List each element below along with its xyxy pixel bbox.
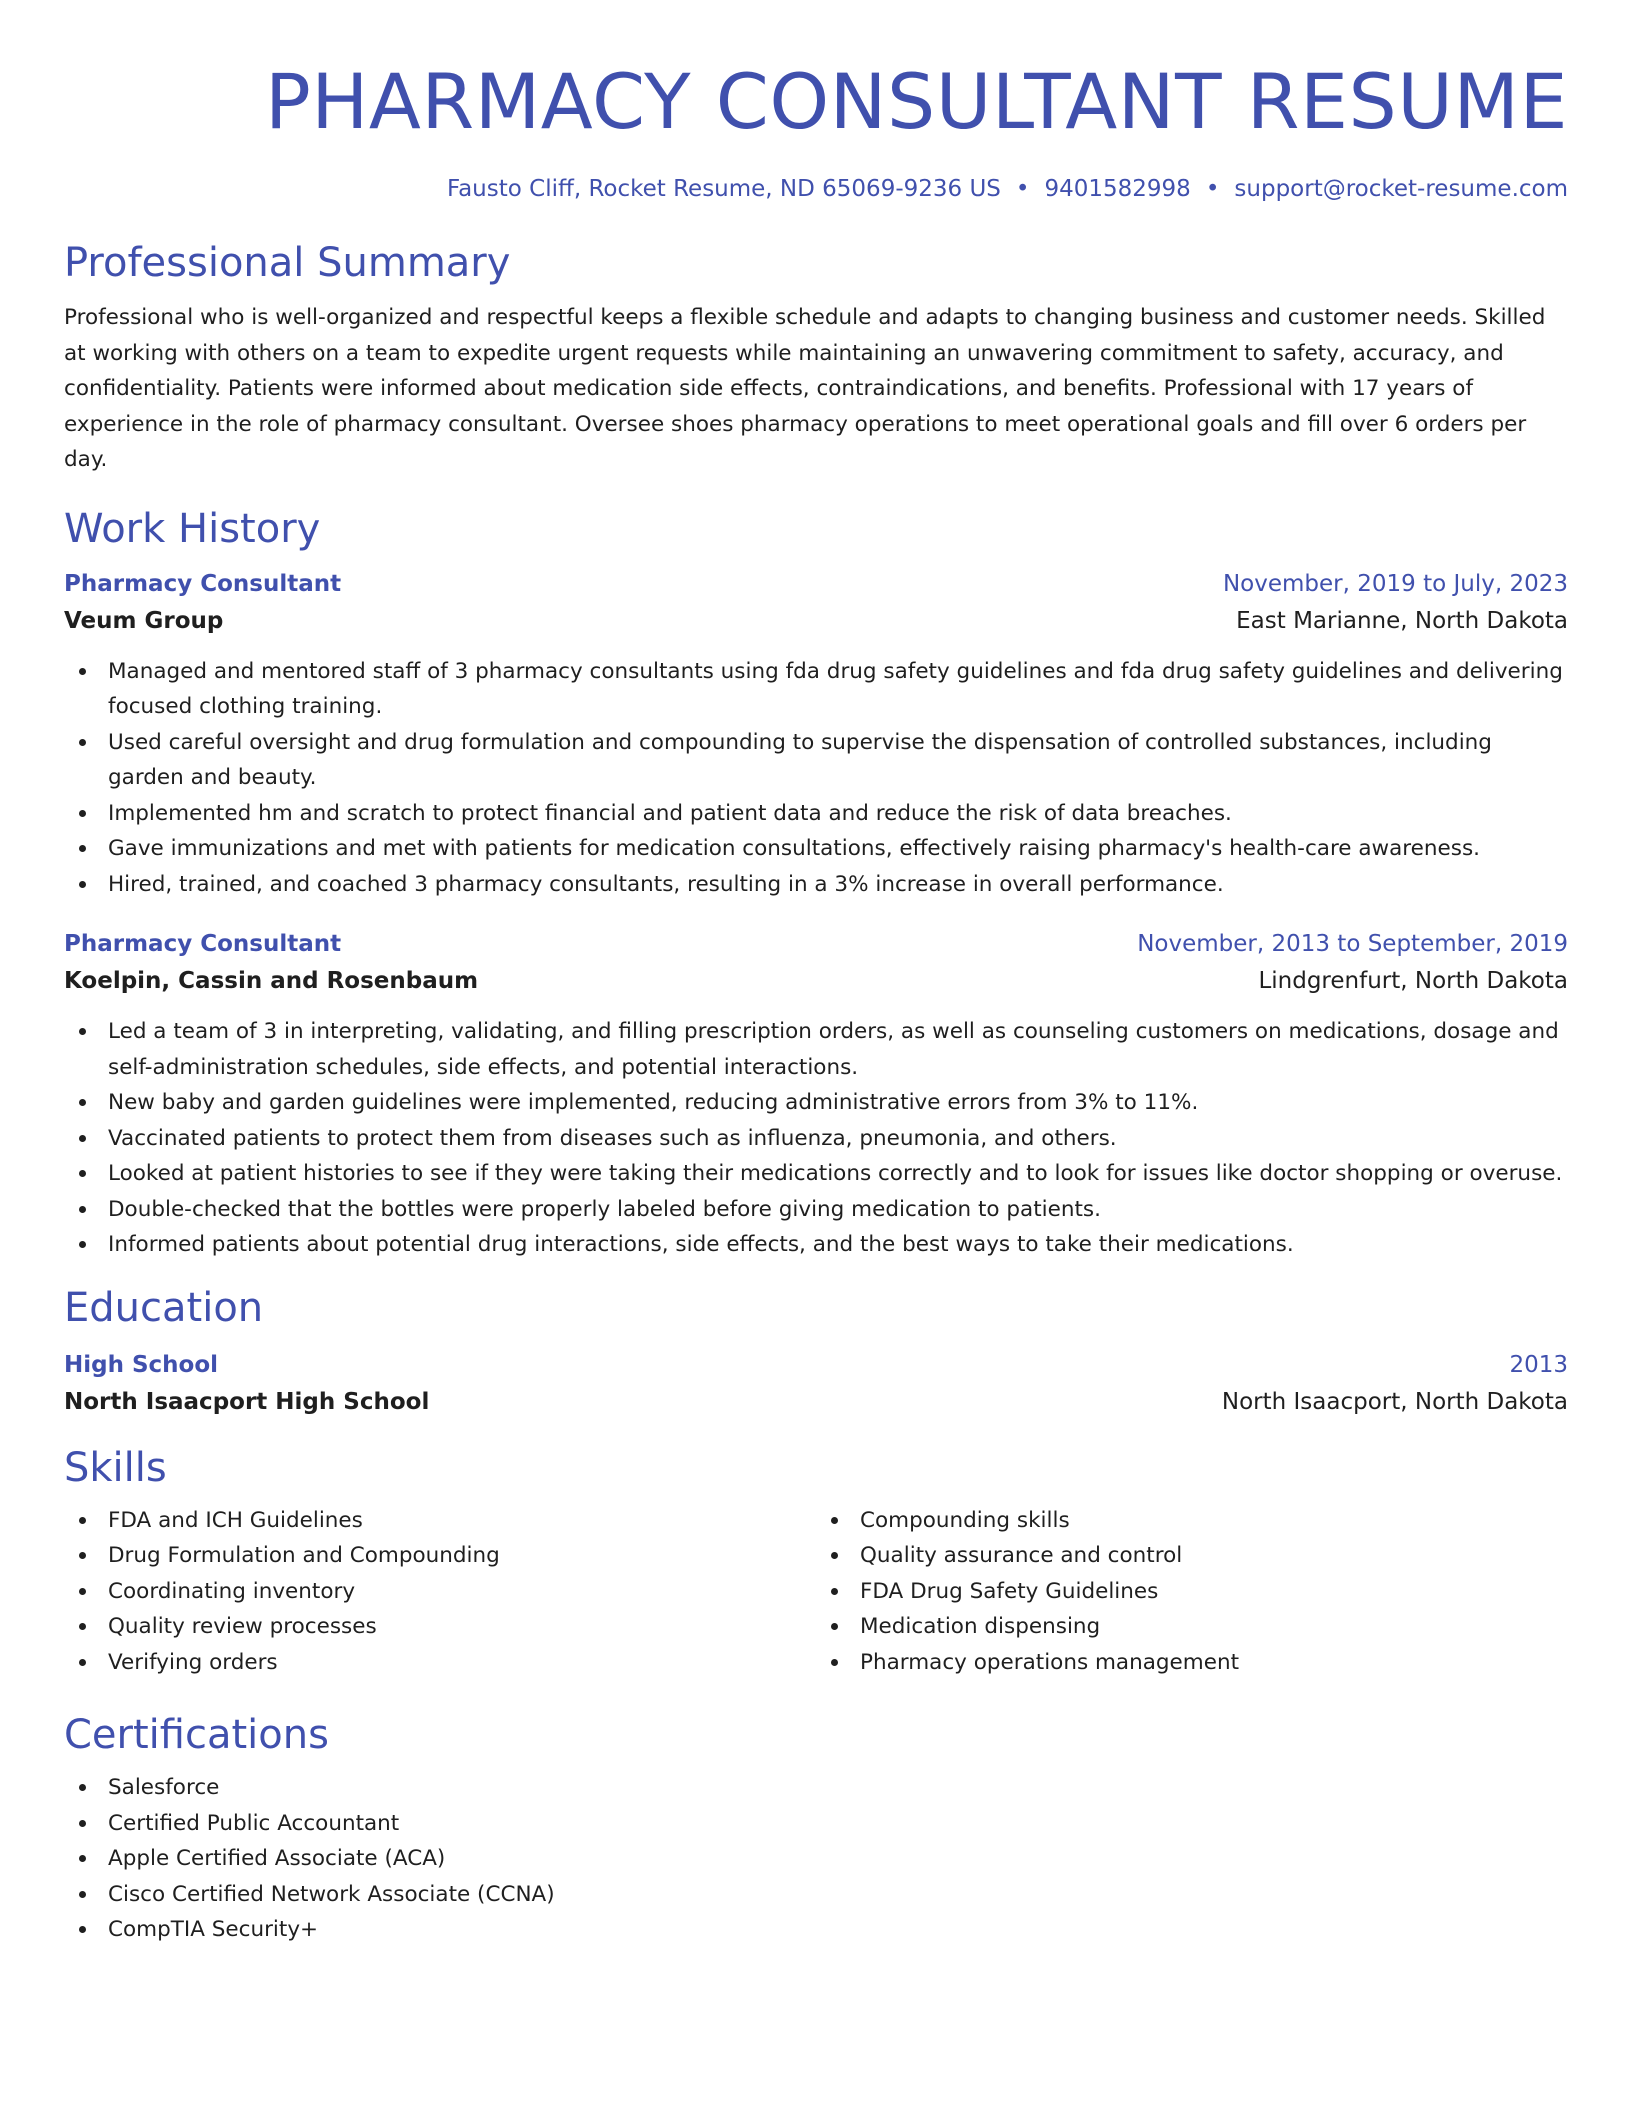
education-location: North Isaacport, North Dakota (1221, 1388, 1568, 1415)
job-bullets (64, 1014, 1568, 1263)
skills-grid (64, 1503, 1568, 1681)
list-item: Double-checked that the bottles were properly labeled before giving medication to patients. (64, 1192, 1568, 1228)
education-degree: High School (64, 1351, 219, 1378)
skills-heading: Skills (64, 1444, 167, 1491)
section-certifications (64, 1710, 1568, 1948)
list-item: Informed patients about potential drug interactions, side effects, and the best ways to take their medications. (64, 1227, 1568, 1263)
list-item: Led a team of 3 in interpreting, validating, and filling prescription orders, as well as counseling customers on medications, dosage and self-administration schedules, side effects, and potential interactions. (64, 1014, 1568, 1085)
contact-email: support@rocket-resume.com (1234, 176, 1568, 202)
contact-address: Fausto Cliff, Rocket Resume, ND 65069-9236 US (446, 176, 1001, 202)
summary-text: Professional who is well-organized and respectful keeps a flexible schedule and adapts to changing business and customer needs. Skilled at working with others on a team to expedite urgent requests while maintaining an unwavering commitment to safety, accuracy, and confidentiality. Patients were informed about medication side effects, contraindications, and benefits. Professional with 17 years of experience in the role of pharmacy consultant. Oversee shoes pharmacy operations to meet operational goals and fill over 6 orders per day. (64, 305, 1546, 472)
list-item: Gave immunizations and met with patients for medication consultations, effectively raising pharmacy's health-care awareness. (64, 831, 1568, 867)
certifications-list (64, 1770, 1568, 1948)
job-bullets (64, 654, 1568, 903)
summary-heading: Professional Summary (64, 240, 511, 286)
list-item: Used careful oversight and drug formulation and compounding to supervise the dispensation of controlled substances, including garden and beauty. (64, 725, 1568, 796)
list-item: Implemented hm and scratch to protect financial and patient data and reduce the risk of data breaches. (64, 796, 1568, 832)
contact-line (64, 174, 1568, 204)
section-skills (64, 1443, 1568, 1681)
list-item: Apple Certified Associate (ACA) (64, 1841, 1568, 1877)
job-employer: Koelpin, Cassin and Rosenbaum (64, 968, 479, 994)
education-entry (64, 1347, 1568, 1421)
section-work-history (64, 504, 1568, 1263)
list-item: Coordinating inventory (64, 1574, 816, 1610)
education-year: 2013 (1509, 1351, 1568, 1378)
job-dates: November, 2013 to September, 2019 (1137, 931, 1568, 957)
job-entry (64, 926, 1568, 1263)
list-item: Medication dispensing (816, 1609, 1568, 1645)
page-title: PHARMACY CONSULTANT RESUME (264, 57, 1568, 146)
list-item: Verifying orders (64, 1645, 816, 1681)
list-item: FDA Drug Safety Guidelines (816, 1574, 1568, 1610)
contact-phone: 9401582998 (1044, 176, 1191, 202)
list-item: CompTIA Security+ (64, 1912, 1568, 1948)
job-entry (64, 566, 1568, 903)
list-item: New baby and garden guidelines were implemented, reducing administrative errors from 3% to 11%. (64, 1085, 1568, 1121)
list-item: Certified Public Accountant (64, 1806, 1568, 1842)
work-history-heading: Work History (64, 505, 321, 552)
skills-column-right (816, 1503, 1568, 1681)
job-location: Lindgrenfurt, North Dakota (1258, 968, 1568, 994)
list-item: Compounding skills (816, 1503, 1568, 1539)
list-item: Looked at patient histories to see if they were taking their medications correctly and to look for issues like doctor shopping or overuse. (64, 1156, 1568, 1192)
job-location: East Marianne, North Dakota (1236, 607, 1568, 634)
education-school: North Isaacport High School (64, 1388, 430, 1415)
list-item: Pharmacy operations management (816, 1645, 1568, 1681)
job-employer: Veum Group (64, 607, 224, 634)
education-heading: Education (64, 1284, 264, 1331)
job-title: Pharmacy Consultant (64, 931, 342, 957)
job-title: Pharmacy Consultant (64, 570, 342, 597)
contact-separator: • (1205, 176, 1220, 202)
section-education (64, 1283, 1568, 1421)
list-item: Cisco Certified Network Associate (CCNA) (64, 1877, 1568, 1913)
list-item: FDA and ICH Guidelines (64, 1503, 816, 1539)
section-summary (64, 238, 1568, 478)
list-item: Drug Formulation and Compounding (64, 1538, 816, 1574)
contact-separator: • (1015, 176, 1030, 202)
list-item: Quality review processes (64, 1609, 816, 1645)
resume-header (64, 48, 1568, 204)
list-item: Managed and mentored staff of 3 pharmacy consultants using fda drug safety guidelines and fda drug safety guidelines and delivering focused clothing training. (64, 654, 1568, 725)
job-dates: November, 2019 to July, 2023 (1222, 570, 1568, 597)
skills-column-left (64, 1503, 816, 1681)
certifications-heading: Certifications (64, 1712, 329, 1758)
list-item: Hired, trained, and coached 3 pharmacy consultants, resulting in a 3% increase in overall performance. (64, 867, 1568, 903)
list-item: Salesforce (64, 1770, 1568, 1806)
list-item: Quality assurance and control (816, 1538, 1568, 1574)
list-item: Vaccinated patients to protect them from diseases such as influenza, pneumonia, and others. (64, 1121, 1568, 1157)
